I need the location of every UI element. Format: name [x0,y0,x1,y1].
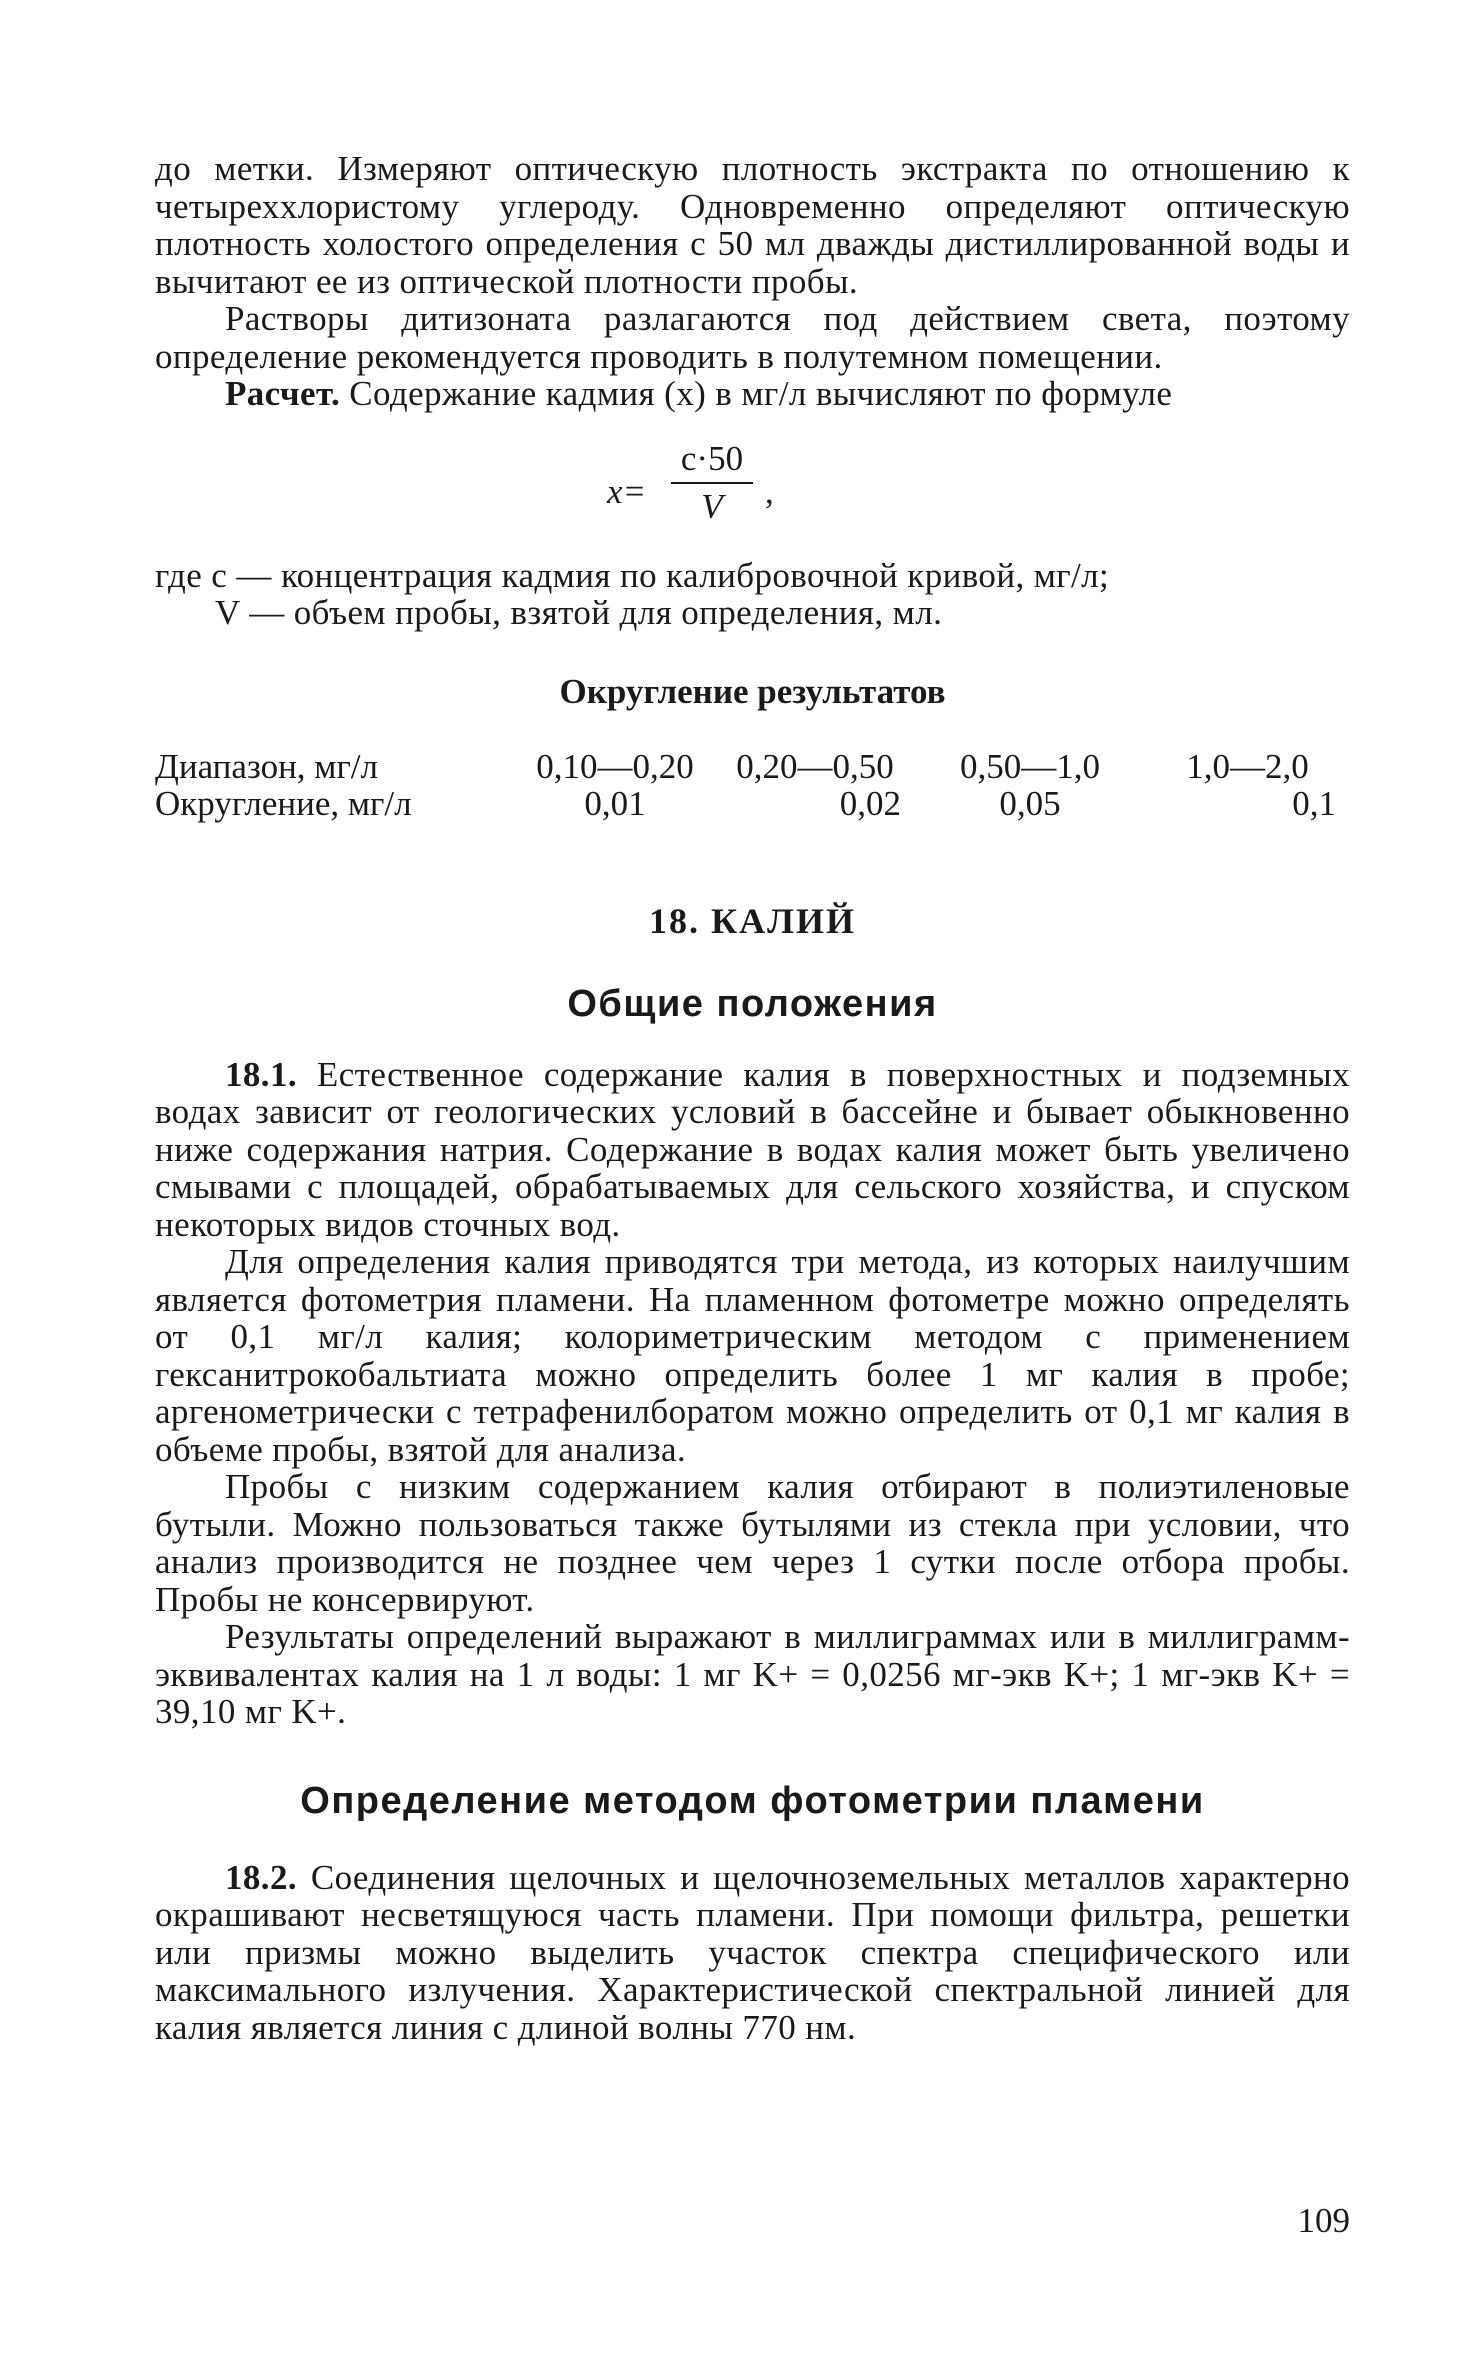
fraction-bar [671,482,753,484]
where-line-2: V — объем пробы, взятой для определения, мл. [215,593,943,632]
paragraph-extract-density: до метки. Измеряют оптическую плотность экстракта по отношению к четыреххлористому углероду. Одновременно определяют оптическую плотность холостого определения с 50 мл дважды дистиллированной воды и вычитают ее из оптической плотности пробы. [155,149,1350,301]
paragraph-calculation [155,375,1350,413]
row-label-range: Диапазон, мг/л [155,746,378,786]
range-cell: 0,20—0,50 [736,746,894,786]
calculation-text: Содержание кадмия (x) в мг/л вычисляют по формуле [349,374,1173,413]
formula-lhs: x= [607,471,647,511]
formula-comma: , [765,471,774,511]
paragraph-methods: Для определения калия приводятся три метода, из которых наилучшим является фотометрия пламени. На пламенном фотометре можно определять от 0,1 мг/л калия; колориметрическим методом с применением гексанитрокобальтиата можно определить более 1 мг калия в пробе; аргенометрически с тетрафенилборатом можно определить от 0,1 мг калия в объеме пробы, взятой для анализа. [155,1242,1350,1469]
range-cell: 0,50—1,0 [960,746,1100,786]
paragraph-text: Соединения щелочных и щелочноземельных металлов характерно окрашивают несветящуюся часть пламени. При помощи фильтра, решетки или призмы можно выделить участок спектра специфического или максимального излучения. Характеристической спектральной линией для калия является линия с длиной волны 770 нм. [155,1857,1350,2047]
page-content [155,150,1350,2046]
rounding-cell: 0,1 [1292,783,1336,823]
calculation-label: Расчет. [225,374,341,413]
paragraph-text: Естественное содержание калия в поверхностных и подземных водах зависит от геологических условий в бассейне и бывает обыкновенно ниже содержания натрия. Содержание в водах калия может быть увеличено смывами с площадей, обрабатываемых для сельского хозяйства, и спуском некоторых видов сточных вод. [155,1054,1350,1244]
rounding-cell: 0,01 [584,783,646,823]
range-cell: 1,0—2,0 [1186,746,1309,786]
page-number: 109 [1297,2201,1350,2240]
formula-denominator: V [701,486,723,526]
rounding-cell: 0,05 [999,783,1061,823]
formula-fraction [667,439,757,527]
formula [155,439,1350,535]
paragraph-number: 18.1. [225,1054,297,1094]
formula-numerator: c·50 [680,438,744,478]
section-subtitle: Общие положения [567,982,938,1025]
section-title: 18. КАЛИЙ [649,900,856,941]
range-cell: 0,10—0,20 [536,746,694,786]
paragraph-sampling: Пробы с низким содержанием калия отбирают в полиэтиленовые бутыли. Можно пользоваться также бутылями из стекла при условии, что анализ производится не позднее чем через 1 сутки после отбора пробы. Пробы не консервируют. [155,1467,1350,1619]
where-line-1: где c — концентрация кадмия по калибровочной кривой, мг/л; [155,555,1110,595]
paragraph-18-1 [155,1056,1350,1244]
rounding-table [155,748,1350,822]
method-title: Определение методом фотометрии пламени [300,1779,1205,1822]
row-label-rounding: Округление, мг/л [155,783,412,823]
paragraph-results-units: Результаты определений выражают в миллиграммах или в миллиграмм-эквивалентах калия на 1 л воды: 1 мг K+ = 0,0256 мг-экв K+; 1 мг-экв K+ = 39,10 мг K+. [155,1617,1350,1731]
rounding-cell: 0,02 [839,783,901,823]
rounding-title: Округление результатов [559,671,946,711]
paragraph-dithizonate: Растворы дитизоната разлагаются под действием света, поэтому определение рекомендуется проводить в полутемном помещении. [155,299,1350,376]
paragraph-number: 18.2. [225,1857,297,1897]
paragraph-18-2 [155,1859,1350,2047]
